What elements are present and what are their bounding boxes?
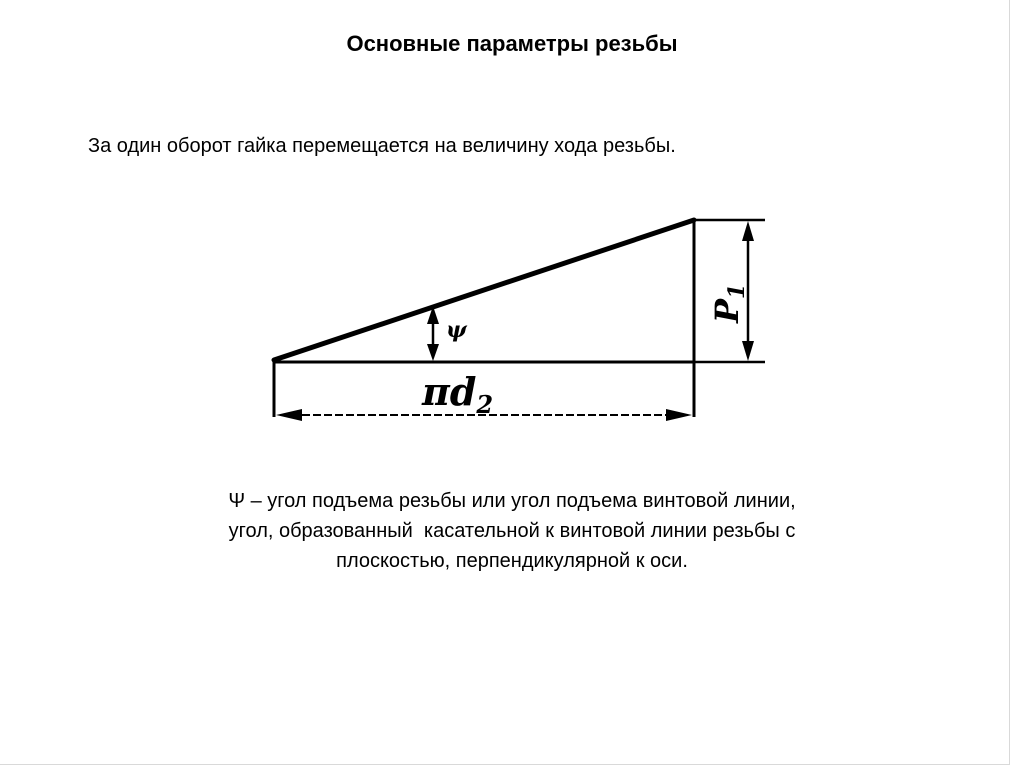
intro-text: За один оборот гайка перемещается на величину хода резьбы.: [88, 135, 676, 157]
thread-lead-triangle-diagram: [260, 205, 780, 430]
helix-line: [274, 220, 694, 360]
base-label: $\pi d_2$: [422, 369, 494, 419]
angle-dimension-arrow: [427, 306, 439, 361]
definition-line: угол, образованный касательной к винтовой линии резьбы с: [228, 520, 796, 542]
definition-line: плоскостью, перпендикулярной к оси.: [336, 550, 688, 572]
height-label: P1: [708, 283, 750, 323]
angle-label: ψ: [446, 317, 467, 343]
definition-text: [100, 486, 924, 576]
slide-title: Основные параметры резьбы: [346, 31, 678, 56]
definition-line: Ψ – угол подъема резьбы или угол подъема винтовой линии,: [228, 490, 796, 512]
